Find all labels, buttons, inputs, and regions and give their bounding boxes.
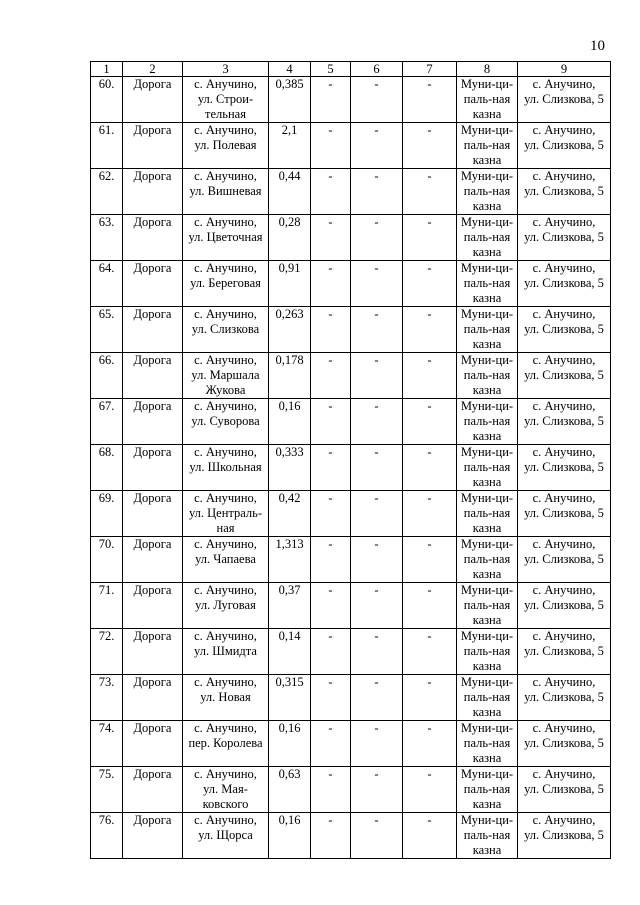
cell-col7: - <box>403 215 457 261</box>
cell-address: с. Анучино, ул. Щорса <box>183 813 269 859</box>
cell-number: 72. <box>91 629 123 675</box>
cell-name: Дорога <box>123 123 183 169</box>
cell-name: Дорога <box>123 721 183 767</box>
cell-location: с. Анучино, ул. Слизкова, 5 <box>518 813 611 859</box>
cell-col7: - <box>403 537 457 583</box>
cell-col7: - <box>403 721 457 767</box>
cell-col5: - <box>311 629 351 675</box>
cell-owner: Муни-ци- паль-ная казна <box>457 169 518 215</box>
cell-owner: Муни-ци- паль-ная казна <box>457 767 518 813</box>
cell-col6: - <box>351 215 403 261</box>
cell-number: 69. <box>91 491 123 537</box>
cell-address: с. Анучино, ул. Цветочная <box>183 215 269 261</box>
cell-number: 66. <box>91 353 123 399</box>
cell-address: с. Анучино, ул. Чапаева <box>183 537 269 583</box>
table-row <box>91 813 611 859</box>
table-body <box>91 77 611 859</box>
cell-number: 65. <box>91 307 123 353</box>
cell-col6: - <box>351 261 403 307</box>
column-header-7: 7 <box>403 62 457 77</box>
cell-col7: - <box>403 123 457 169</box>
header-row <box>91 62 611 77</box>
cell-col7: - <box>403 261 457 307</box>
cell-name: Дорога <box>123 767 183 813</box>
table-row <box>91 215 611 261</box>
column-header-3: 3 <box>183 62 269 77</box>
cell-address: с. Анучино, ул. Береговая <box>183 261 269 307</box>
cell-owner: Муни-ци- паль-ная казна <box>457 123 518 169</box>
cell-col6: - <box>351 123 403 169</box>
cell-col5: - <box>311 307 351 353</box>
cell-owner: Муни-ци- паль-ная казна <box>457 445 518 491</box>
cell-col5: - <box>311 123 351 169</box>
cell-location: с. Анучино, ул. Слизкова, 5 <box>518 767 611 813</box>
cell-col5: - <box>311 169 351 215</box>
cell-col7: - <box>403 583 457 629</box>
cell-col5: - <box>311 675 351 721</box>
cell-length: 1,313 <box>269 537 311 583</box>
cell-owner: Муни-ци- паль-ная казна <box>457 537 518 583</box>
cell-length: 0,333 <box>269 445 311 491</box>
cell-col7: - <box>403 399 457 445</box>
cell-col5: - <box>311 537 351 583</box>
cell-col6: - <box>351 307 403 353</box>
cell-address: с. Анучино, ул. Шмидта <box>183 629 269 675</box>
cell-col5: - <box>311 813 351 859</box>
table-header <box>91 62 611 77</box>
cell-owner: Муни-ци- паль-ная казна <box>457 215 518 261</box>
cell-address: с. Анучино, ул. Мая- ковского <box>183 767 269 813</box>
table-row <box>91 123 611 169</box>
cell-length: 0,42 <box>269 491 311 537</box>
cell-location: с. Анучино, ул. Слизкова, 5 <box>518 399 611 445</box>
cell-address: с. Анучино, ул. Суворова <box>183 399 269 445</box>
cell-col5: - <box>311 721 351 767</box>
cell-col6: - <box>351 767 403 813</box>
cell-col6: - <box>351 721 403 767</box>
cell-col6: - <box>351 629 403 675</box>
cell-number: 64. <box>91 261 123 307</box>
cell-name: Дорога <box>123 215 183 261</box>
cell-address: с. Анучино, пер. Королева <box>183 721 269 767</box>
cell-name: Дорога <box>123 353 183 399</box>
table-row <box>91 169 611 215</box>
cell-owner: Муни-ци- паль-ная казна <box>457 583 518 629</box>
cell-number: 74. <box>91 721 123 767</box>
cell-length: 0,263 <box>269 307 311 353</box>
cell-col6: - <box>351 77 403 123</box>
cell-length: 0,14 <box>269 629 311 675</box>
cell-col5: - <box>311 215 351 261</box>
cell-address: с. Анучино, ул. Маршала Жукова <box>183 353 269 399</box>
cell-location: с. Анучино, ул. Слизкова, 5 <box>518 445 611 491</box>
cell-name: Дорога <box>123 445 183 491</box>
cell-col5: - <box>311 491 351 537</box>
cell-location: с. Анучино, ул. Слизкова, 5 <box>518 583 611 629</box>
cell-col6: - <box>351 537 403 583</box>
cell-owner: Муни-ци- паль-ная казна <box>457 307 518 353</box>
cell-location: с. Анучино, ул. Слизкова, 5 <box>518 77 611 123</box>
cell-length: 0,178 <box>269 353 311 399</box>
cell-length: 0,16 <box>269 813 311 859</box>
cell-location: с. Анучино, ул. Слизкова, 5 <box>518 629 611 675</box>
cell-col6: - <box>351 169 403 215</box>
cell-number: 67. <box>91 399 123 445</box>
cell-col5: - <box>311 445 351 491</box>
cell-name: Дорога <box>123 77 183 123</box>
cell-owner: Муни-ци- паль-ная казна <box>457 491 518 537</box>
cell-number: 62. <box>91 169 123 215</box>
column-header-4: 4 <box>269 62 311 77</box>
column-header-2: 2 <box>123 62 183 77</box>
table-row <box>91 399 611 445</box>
cell-length: 0,37 <box>269 583 311 629</box>
cell-length: 0,28 <box>269 215 311 261</box>
cell-number: 61. <box>91 123 123 169</box>
cell-owner: Муни-ци- паль-ная казна <box>457 77 518 123</box>
cell-address: с. Анучино, ул. Строи- тельная <box>183 77 269 123</box>
column-header-5: 5 <box>311 62 351 77</box>
registry-table <box>90 61 611 859</box>
table-row <box>91 767 611 813</box>
cell-address: с. Анучино, ул. Слизкова <box>183 307 269 353</box>
cell-col7: - <box>403 169 457 215</box>
cell-owner: Муни-ци- паль-ная казна <box>457 399 518 445</box>
cell-number: 71. <box>91 583 123 629</box>
cell-col6: - <box>351 813 403 859</box>
cell-location: с. Анучино, ул. Слизкова, 5 <box>518 491 611 537</box>
cell-location: с. Анучино, ул. Слизкова, 5 <box>518 169 611 215</box>
cell-location: с. Анучино, ул. Слизкова, 5 <box>518 123 611 169</box>
cell-col6: - <box>351 399 403 445</box>
cell-location: с. Анучино, ул. Слизкова, 5 <box>518 721 611 767</box>
cell-col5: - <box>311 261 351 307</box>
table-row <box>91 353 611 399</box>
cell-col7: - <box>403 767 457 813</box>
cell-length: 0,16 <box>269 721 311 767</box>
cell-col7: - <box>403 353 457 399</box>
cell-col7: - <box>403 675 457 721</box>
cell-name: Дорога <box>123 813 183 859</box>
cell-number: 76. <box>91 813 123 859</box>
cell-number: 60. <box>91 77 123 123</box>
cell-location: с. Анучино, ул. Слизкова, 5 <box>518 675 611 721</box>
cell-address: с. Анучино, ул. Луговая <box>183 583 269 629</box>
cell-address: с. Анучино, ул. Вишневая <box>183 169 269 215</box>
column-header-8: 8 <box>457 62 518 77</box>
table-row <box>91 721 611 767</box>
cell-length: 0,63 <box>269 767 311 813</box>
cell-col7: - <box>403 307 457 353</box>
cell-col5: - <box>311 583 351 629</box>
cell-name: Дорога <box>123 261 183 307</box>
table-row <box>91 537 611 583</box>
cell-name: Дорога <box>123 675 183 721</box>
cell-location: с. Анучино, ул. Слизкова, 5 <box>518 307 611 353</box>
cell-number: 68. <box>91 445 123 491</box>
cell-location: с. Анучино, ул. Слизкова, 5 <box>518 215 611 261</box>
table-row <box>91 675 611 721</box>
cell-col7: - <box>403 77 457 123</box>
cell-length: 0,315 <box>269 675 311 721</box>
cell-name: Дорога <box>123 169 183 215</box>
cell-length: 0,385 <box>269 77 311 123</box>
table-row <box>91 583 611 629</box>
cell-address: с. Анучино, ул. Школьная <box>183 445 269 491</box>
cell-address: с. Анучино, ул. Полевая <box>183 123 269 169</box>
cell-col6: - <box>351 353 403 399</box>
cell-owner: Муни-ци- паль-ная казна <box>457 813 518 859</box>
cell-col7: - <box>403 491 457 537</box>
cell-length: 0,16 <box>269 399 311 445</box>
cell-col6: - <box>351 445 403 491</box>
cell-name: Дорога <box>123 491 183 537</box>
cell-owner: Муни-ци- паль-ная казна <box>457 261 518 307</box>
cell-length: 0,91 <box>269 261 311 307</box>
cell-col7: - <box>403 813 457 859</box>
cell-name: Дорога <box>123 583 183 629</box>
cell-length: 0,44 <box>269 169 311 215</box>
cell-name: Дорога <box>123 399 183 445</box>
cell-owner: Муни-ци- паль-ная казна <box>457 675 518 721</box>
cell-address: с. Анучино, ул. Централь- ная <box>183 491 269 537</box>
cell-location: с. Анучино, ул. Слизкова, 5 <box>518 261 611 307</box>
cell-col5: - <box>311 399 351 445</box>
cell-col5: - <box>311 353 351 399</box>
cell-owner: Муни-ци- паль-ная казна <box>457 629 518 675</box>
table-row <box>91 77 611 123</box>
cell-name: Дорога <box>123 537 183 583</box>
table-row <box>91 629 611 675</box>
cell-number: 75. <box>91 767 123 813</box>
cell-location: с. Анучино, ул. Слизкова, 5 <box>518 537 611 583</box>
column-header-6: 6 <box>351 62 403 77</box>
cell-col6: - <box>351 491 403 537</box>
cell-address: с. Анучино, ул. Новая <box>183 675 269 721</box>
table-row <box>91 491 611 537</box>
cell-length: 2,1 <box>269 123 311 169</box>
cell-col7: - <box>403 629 457 675</box>
cell-col5: - <box>311 767 351 813</box>
page-number: 10 <box>590 38 605 54</box>
cell-name: Дорога <box>123 307 183 353</box>
cell-col6: - <box>351 583 403 629</box>
cell-location: с. Анучино, ул. Слизкова, 5 <box>518 353 611 399</box>
cell-owner: Муни-ци- паль-ная казна <box>457 721 518 767</box>
cell-col7: - <box>403 445 457 491</box>
cell-name: Дорога <box>123 629 183 675</box>
table-row <box>91 307 611 353</box>
column-header-1: 1 <box>91 62 123 77</box>
column-header-9: 9 <box>518 62 611 77</box>
cell-number: 73. <box>91 675 123 721</box>
cell-number: 63. <box>91 215 123 261</box>
cell-col6: - <box>351 675 403 721</box>
cell-owner: Муни-ци- паль-ная казна <box>457 353 518 399</box>
cell-col5: - <box>311 77 351 123</box>
table-row <box>91 261 611 307</box>
table-row <box>91 445 611 491</box>
cell-number: 70. <box>91 537 123 583</box>
